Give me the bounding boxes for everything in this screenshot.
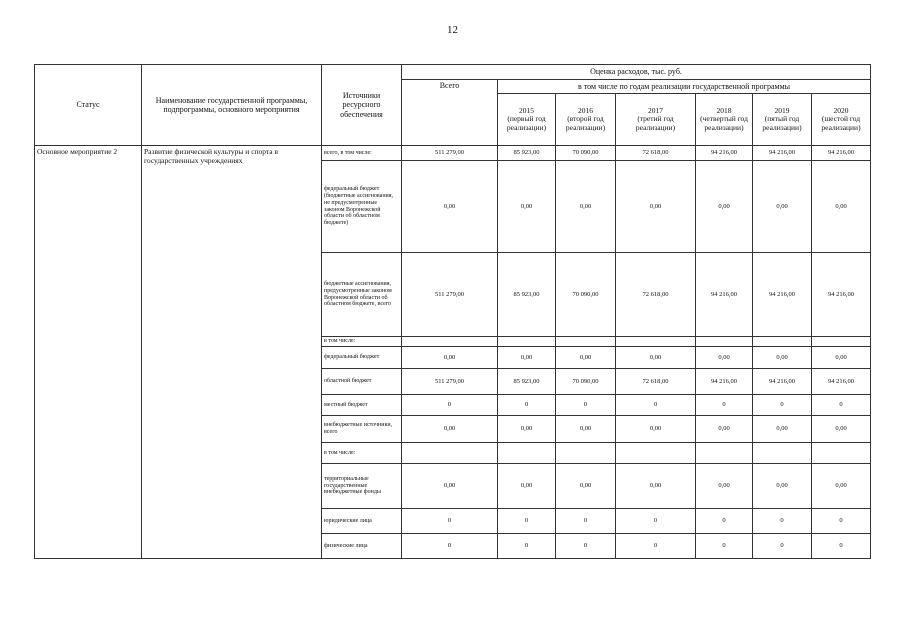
year-cell: 0: [753, 395, 812, 416]
year-cell: 94 216,00: [696, 146, 753, 161]
total-cell: 511 279,00: [402, 146, 498, 161]
year-cell: 0: [556, 395, 616, 416]
header-sources: Источники ресурсного обеспечения: [322, 65, 402, 146]
year-cell: 0,00: [556, 464, 616, 509]
source-cell: в том числе:: [322, 337, 402, 347]
year-cell: [812, 337, 871, 347]
header-year-2017: 2017 (третий год реализации): [616, 94, 696, 146]
source-cell: физические лица: [322, 534, 402, 559]
total-cell: [402, 443, 498, 464]
source-cell: всего, в том числе:: [322, 146, 402, 161]
program-name-cell: Развитие физической культуры и спорта в государственных учреждениях: [142, 146, 322, 559]
year-cell: [498, 443, 556, 464]
header-year-2015: 2015 (первый год реализации): [498, 94, 556, 146]
total-cell: 0,00: [402, 416, 498, 443]
source-cell: федеральный бюджет: [322, 347, 402, 369]
year-cell: 0,00: [753, 416, 812, 443]
source-cell: внебюджетные источники, всего: [322, 416, 402, 443]
year-cell: 0: [812, 395, 871, 416]
total-cell: 0: [402, 534, 498, 559]
table-row: [35, 146, 871, 161]
header-year-2016: 2016 (второй год реализации): [556, 94, 616, 146]
year-cell: 85 923,00: [498, 369, 556, 395]
header-by-years: в том числе по годам реализации государственной программы: [498, 80, 871, 94]
source-cell: в том числе:: [322, 443, 402, 464]
year-cell: 0,00: [616, 161, 696, 253]
year-cell: 0: [498, 534, 556, 559]
year-cell: 0,00: [616, 416, 696, 443]
total-cell: [402, 337, 498, 347]
year-cell: 94 216,00: [696, 369, 753, 395]
year-cell: 0: [498, 395, 556, 416]
year-cell: 72 618,00: [616, 369, 696, 395]
source-cell: местный бюджет: [322, 395, 402, 416]
total-cell: 511 279,00: [402, 253, 498, 337]
year-cell: 0: [696, 509, 753, 534]
year-cell: [812, 443, 871, 464]
year-cell: 70 090,00: [556, 253, 616, 337]
year-cell: 72 618,00: [616, 146, 696, 161]
source-cell: бюджетные ассигнования, предусмотренные законом Воронежской области об областном бюджете, всего: [322, 253, 402, 337]
year-cell: 0,00: [696, 161, 753, 253]
year-cell: 0,00: [812, 416, 871, 443]
total-cell: 511 279,00: [402, 369, 498, 395]
year-cell: 0,00: [498, 416, 556, 443]
page-number: 12: [447, 24, 458, 36]
year-cell: 0,00: [753, 464, 812, 509]
year-cell: 0,00: [556, 161, 616, 253]
year-cell: 94 216,00: [753, 369, 812, 395]
year-cell: [616, 337, 696, 347]
year-cell: 70 090,00: [556, 369, 616, 395]
year-cell: [696, 337, 753, 347]
year-cell: [616, 443, 696, 464]
year-cell: 0,00: [696, 416, 753, 443]
header-year-2019: 2019 (пятый год реализации): [753, 94, 812, 146]
year-cell: [556, 337, 616, 347]
year-cell: 0: [812, 509, 871, 534]
header-year-2018: 2018 (четвертый год реализации): [696, 94, 753, 146]
year-cell: [753, 337, 812, 347]
header-cost-estimate: Оценка расходов, тыс. руб.: [402, 65, 871, 80]
year-cell: 94 216,00: [812, 146, 871, 161]
total-cell: 0: [402, 509, 498, 534]
year-cell: 72 618,00: [616, 253, 696, 337]
year-cell: 0,00: [812, 464, 871, 509]
total-cell: 0,00: [402, 347, 498, 369]
year-cell: 0: [616, 395, 696, 416]
year-cell: [696, 443, 753, 464]
budget-table: [34, 64, 871, 559]
year-cell: 0: [753, 534, 812, 559]
year-cell: [556, 443, 616, 464]
header-total: Всего: [402, 80, 498, 146]
year-cell: 0: [753, 509, 812, 534]
year-cell: 94 216,00: [812, 253, 871, 337]
source-cell: областной бюджет: [322, 369, 402, 395]
source-cell: юридические лица: [322, 509, 402, 534]
year-cell: 94 216,00: [753, 146, 812, 161]
year-cell: 0: [696, 534, 753, 559]
year-cell: 70 090,00: [556, 146, 616, 161]
year-cell: 0: [616, 509, 696, 534]
year-cell: 0: [556, 509, 616, 534]
year-cell: 0,00: [696, 347, 753, 369]
header-status: Статус: [35, 65, 142, 146]
year-cell: 85 923,00: [498, 253, 556, 337]
total-cell: 0: [402, 395, 498, 416]
year-cell: 0,00: [753, 161, 812, 253]
year-cell: 0,00: [753, 347, 812, 369]
year-cell: 0,00: [498, 161, 556, 253]
total-cell: 0,00: [402, 464, 498, 509]
year-cell: 0,00: [616, 347, 696, 369]
year-cell: 0: [696, 395, 753, 416]
year-cell: 94 216,00: [696, 253, 753, 337]
year-cell: 0: [616, 534, 696, 559]
year-cell: 0,00: [498, 347, 556, 369]
year-cell: 0: [498, 509, 556, 534]
source-cell: федеральный бюджет (бюджетные ассигнования, не предусмотренные законом Воронежской области об областном бюджете): [322, 161, 402, 253]
status-cell: Основное мероприятие 2: [35, 146, 142, 559]
year-cell: [498, 337, 556, 347]
year-cell: 0: [556, 534, 616, 559]
year-cell: 0: [812, 534, 871, 559]
year-cell: 94 216,00: [812, 369, 871, 395]
header-name: Наименование государственной программы, подпрограммы, основного мероприятия: [142, 65, 322, 146]
source-cell: территориальные государственные внебюджетные фонды: [322, 464, 402, 509]
year-cell: 0,00: [812, 161, 871, 253]
header-year-2020: 2020 (шестой год реализации): [812, 94, 871, 146]
year-cell: 0,00: [616, 464, 696, 509]
year-cell: 85 923,00: [498, 146, 556, 161]
year-cell: [753, 443, 812, 464]
year-cell: 94 216,00: [753, 253, 812, 337]
year-cell: 0,00: [556, 347, 616, 369]
year-cell: 0,00: [556, 416, 616, 443]
total-cell: 0,00: [402, 161, 498, 253]
year-cell: 0,00: [696, 464, 753, 509]
year-cell: 0,00: [812, 347, 871, 369]
year-cell: 0,00: [498, 464, 556, 509]
